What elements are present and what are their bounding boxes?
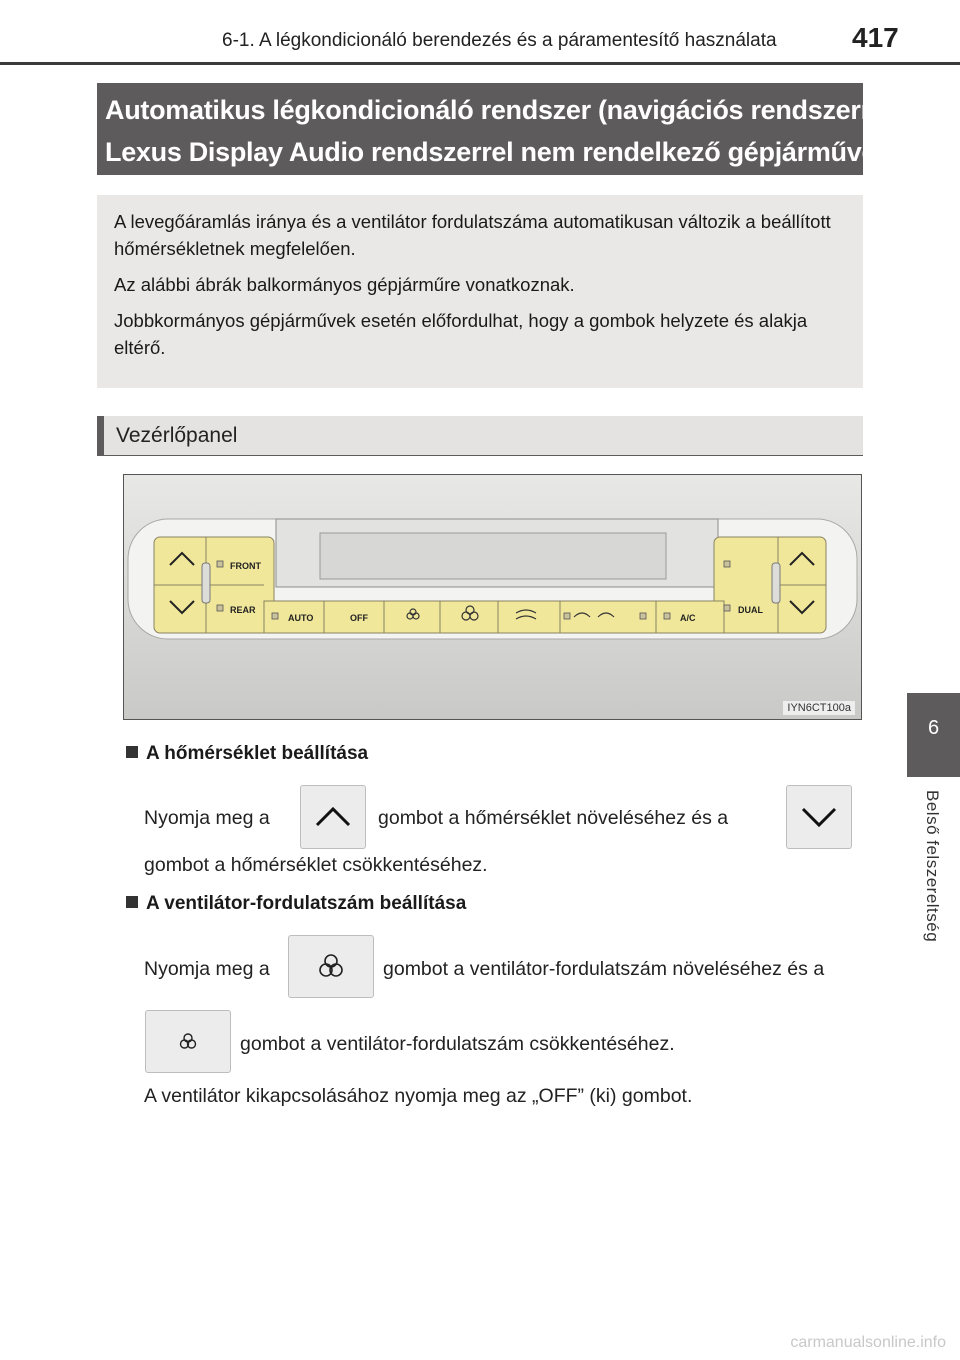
bullet-square-icon bbox=[126, 746, 138, 758]
control-panel-illustration bbox=[124, 475, 861, 719]
ac-label: A/C bbox=[680, 613, 696, 623]
fan-text-2: gombot a ventilátor-fordulatszám növeléséhez és a bbox=[383, 958, 825, 980]
fan-text-4: A ventilátor kikapcsolásához nyomja meg az „OFF” (ki) gombot. bbox=[144, 1085, 693, 1107]
fan-large-icon bbox=[317, 953, 345, 981]
page-number: 417 bbox=[852, 22, 899, 53]
fan-up-button-image bbox=[288, 935, 374, 998]
chapter-label: Belső felszereltség bbox=[923, 790, 942, 943]
chapter-tab[interactable] bbox=[907, 693, 960, 777]
temp-down-button-image bbox=[786, 785, 852, 849]
fan-heading-text: A ventilátor-fordulatszám beállítása bbox=[146, 893, 467, 914]
intro-box bbox=[97, 195, 863, 388]
running-header-title: 6-1. A légkondicionáló berendezés és a páramentesítő használata bbox=[222, 30, 777, 51]
fan-heading bbox=[126, 893, 466, 915]
chevron-up-icon bbox=[313, 805, 353, 829]
temperature-text-2: gombot a hőmérséklet növeléséhez és a bbox=[378, 807, 729, 829]
temp-up-button-image bbox=[300, 785, 366, 849]
temperature-text-1: Nyomja meg a bbox=[144, 807, 270, 829]
intro-paragraph-1: A levegőáramlás iránya és a ventilátor fordulatszáma automatikusan változik a beállított hőmérsékletnek megfelelően. bbox=[114, 211, 831, 259]
dual-label: DUAL bbox=[738, 605, 763, 615]
fan-small-icon bbox=[178, 1032, 198, 1052]
section-title-box bbox=[97, 83, 960, 175]
rear-label: REAR bbox=[230, 605, 256, 615]
temperature-heading bbox=[126, 743, 368, 765]
figure-code: IYN6CT100a bbox=[783, 701, 855, 715]
off-label: OFF bbox=[350, 613, 368, 623]
temperature-text-3: gombot a hőmérséklet csökkentéséhez. bbox=[144, 854, 488, 876]
fan-text-3: gombot a ventilátor-fordulatszám csökkentéséhez. bbox=[240, 1033, 675, 1055]
bullet-square-icon bbox=[126, 896, 138, 908]
section-title-line-2: Lexus Display Audio rendszerrel nem rendelkező gépjárművek) bbox=[105, 137, 900, 167]
temperature-heading-text: A hőmérséklet beállítása bbox=[146, 743, 369, 764]
control-panel-heading: Vezérlőpanel bbox=[97, 416, 863, 456]
intro-paragraph-3: Jobbkormányos gépjárművek esetén előfordulhat, hogy a gombok helyzete és alakja eltérő. bbox=[114, 310, 808, 358]
intro-paragraph-2: Az alábbi ábrák balkormányos gépjárműre vonatkoznak. bbox=[114, 274, 575, 295]
watermark: carmanualsonline.info bbox=[790, 1334, 946, 1351]
chapter-number: 6 bbox=[927, 717, 940, 739]
fan-down-button-image bbox=[145, 1010, 231, 1073]
auto-label: AUTO bbox=[288, 613, 314, 623]
front-label: FRONT bbox=[230, 561, 261, 571]
fan-text-1: Nyomja meg a bbox=[144, 958, 270, 980]
header-rule bbox=[0, 62, 960, 65]
chevron-down-icon bbox=[799, 805, 839, 829]
control-panel-figure bbox=[123, 474, 862, 720]
section-title-line-1: Automatikus légkondicionáló rendszer (navigációs rendszerrel vagy bbox=[105, 95, 960, 125]
